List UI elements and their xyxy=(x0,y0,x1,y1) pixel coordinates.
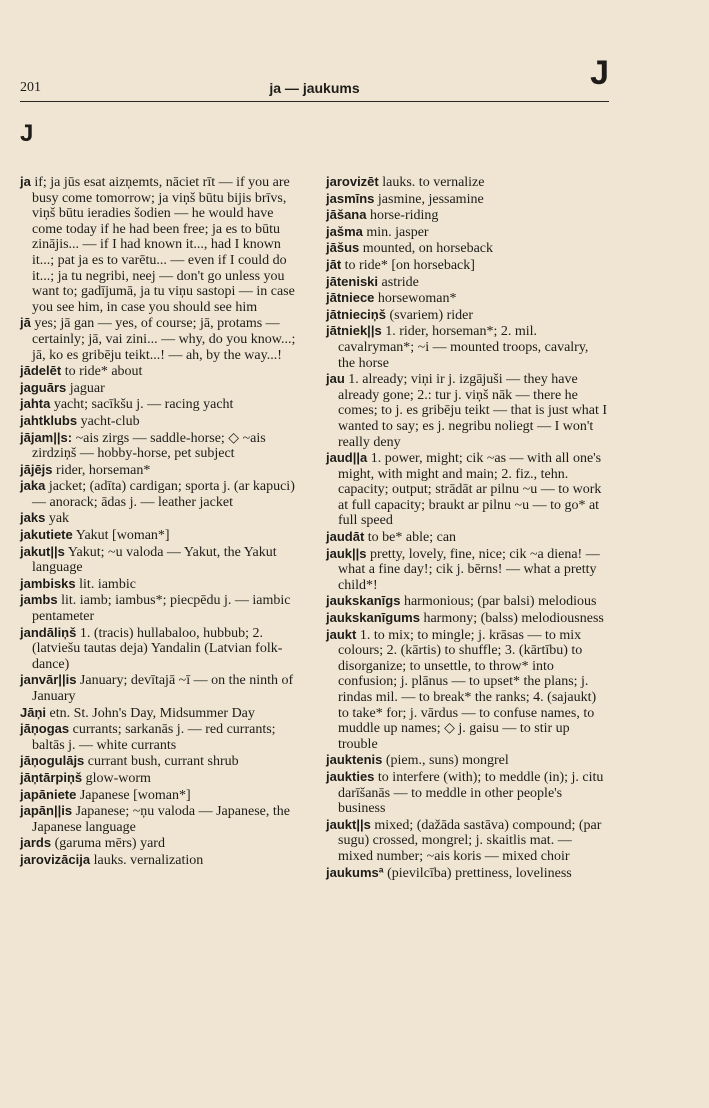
entry-definition: horse-riding xyxy=(366,208,439,224)
left-column xyxy=(20,174,303,869)
entry-headword: jakut||s xyxy=(20,543,65,559)
entry-definition: harmony; (balss) melodiousness xyxy=(419,611,604,627)
entry-definition: 1. (tracis) hullabaloo, hubbub; 2. (latviešu tautas deja) Yandalin (Latvian folk-dance) xyxy=(32,625,283,672)
entry-headword: jaukskanīgums xyxy=(326,610,420,626)
entry-definition: pretty, lovely, fine, nice; cik ~a diena! — what a fine day!; cik j. bērns! — what a pretty child*! xyxy=(338,546,600,593)
dictionary-entry xyxy=(326,546,609,594)
entry-headword: jāņogas xyxy=(20,721,70,737)
entry-headword: jātniece xyxy=(326,290,375,306)
dictionary-entry xyxy=(20,380,303,397)
dictionary-entry xyxy=(20,592,303,624)
entry-headword: jādelēt xyxy=(20,363,62,379)
dictionary-entry xyxy=(326,224,609,241)
dictionary-entry xyxy=(326,174,609,191)
entry-definition: lit. iamb; iambus*; piecpēdu j. — iambic pentameter xyxy=(32,593,291,625)
entry-definition: rider, horseman* xyxy=(52,462,151,478)
entry-definition: jacket; (adīta) cardigan; sporta j. (ar kapuci) — anorack; ādas j. — leather jacket xyxy=(32,479,295,510)
entry-definition: yes; jā gan — yes, of course; jā, protams — certainly; jā, vai zini... — why, do you know...; jā, ko es gribēju teikt...! — ah, by the way...! xyxy=(30,316,296,363)
dictionary-entry xyxy=(326,817,609,865)
entry-definition: jaguar xyxy=(66,380,105,396)
entry-headword: jāņtārpiņš xyxy=(20,769,83,785)
entry-headword: jards xyxy=(20,835,52,851)
entry-definition: Japanese; ~ņu valoda — Japanese, the Japanese language xyxy=(32,804,290,835)
entry-definition: to be* able; can xyxy=(364,530,457,546)
entry-definition: to interfere (with); to meddle (in); j. citu darīšanās — to meddle in other people's business xyxy=(338,769,604,817)
dictionary-entry xyxy=(20,462,303,479)
entry-headword: jambisks xyxy=(20,575,76,591)
right-column xyxy=(326,174,609,881)
dictionary-entry xyxy=(326,257,609,274)
dictionary-entry xyxy=(20,721,303,753)
entry-headword: jājējs xyxy=(20,461,53,477)
dictionary-entry xyxy=(326,274,609,291)
dictionary-entry xyxy=(20,510,303,527)
entry-definition: jasmine, jessamine xyxy=(374,191,484,207)
entry-definition: mounted, on horseback xyxy=(359,241,493,257)
entry-headword: jauk||s xyxy=(326,545,367,561)
page-header xyxy=(20,54,609,100)
entry-headword: jātniek||s xyxy=(326,323,382,339)
entry-headword: jāņogulājs xyxy=(20,753,85,769)
entry-headword: jaguārs xyxy=(20,379,67,395)
entry-headword: jahtklubs xyxy=(20,412,78,428)
dictionary-entry xyxy=(20,672,303,704)
entry-definition: etn. St. John's Day, Midsummer Day xyxy=(46,705,255,721)
entry-definition: lauks. to vernalize xyxy=(378,175,485,190)
dictionary-entry xyxy=(20,576,303,593)
entry-headword: Jāņi xyxy=(20,704,47,720)
dictionary-entry xyxy=(20,363,303,380)
entry-definition: 1. to mix; to mingle; j. krāsas — to mix colours; 2. (kārtis) to shuffle; 3. (kārtību) to disorganize; to unsettle, to throw* into confusion; j. plānus — to upset* the plans; j. rindas mil. — to break* the ranks; 4. (sajaukt) to take* for; j. vārdus — to confuse names, to muddle up names; ◇ j. gaisu — to stir up trouble xyxy=(338,627,597,752)
entry-headword: jātnieciņš xyxy=(326,306,386,322)
running-head: ja — jaukums xyxy=(269,80,360,96)
entry-headword: jarovizēt xyxy=(326,174,379,189)
dictionary-entry xyxy=(20,174,303,315)
dictionary-entry xyxy=(326,627,609,753)
entry-headword: jaukt||s xyxy=(326,816,371,832)
entry-definition: glow-worm xyxy=(82,770,151,786)
dictionary-entry xyxy=(326,450,609,529)
entry-headword: janvār||is xyxy=(20,672,77,688)
entry-headword: jasmīns xyxy=(326,190,375,206)
dictionary-entry xyxy=(20,396,303,413)
entry-headword: jā xyxy=(20,315,31,331)
entry-headword: japān||is xyxy=(20,803,73,819)
thumb-index-letter: J xyxy=(590,54,609,92)
entry-definition: (svariem) rider xyxy=(385,307,474,323)
dictionary-entry xyxy=(20,787,303,804)
entry-definition: to ride* [on horseback] xyxy=(341,257,475,273)
entry-definition: to ride* about xyxy=(61,364,143,380)
dictionary-entry xyxy=(326,191,609,208)
dictionary-entry xyxy=(326,290,609,307)
page-number: 201 xyxy=(20,80,41,95)
entry-headword: jaukt xyxy=(326,626,357,642)
entry-definition: Yakut; ~u valoda — Yakut, the Yakut language xyxy=(32,544,277,576)
dictionary-entry xyxy=(326,752,609,769)
dictionary-entry xyxy=(326,865,609,882)
entry-headword: japāniete xyxy=(20,786,77,802)
entry-definition: yacht; sacīkšu j. — racing yacht xyxy=(50,397,234,413)
entry-definition: (pievilcība) prettiness, loveliness xyxy=(383,865,572,881)
dictionary-entry xyxy=(20,430,303,462)
entry-headword: jaud||a xyxy=(326,450,368,466)
dictionary-entry xyxy=(20,835,303,852)
entry-headword: jau xyxy=(326,371,345,387)
dictionary-entry xyxy=(20,753,303,770)
dictionary-entry xyxy=(20,770,303,787)
entry-headword: jahta xyxy=(20,396,51,412)
entry-headword: jauktenis xyxy=(326,752,383,768)
entry-headword: jāšana xyxy=(326,207,367,223)
entry-definition: harmonious; (par balsi) melodious xyxy=(400,594,597,610)
dictionary-entry xyxy=(326,593,609,610)
dictionary-entry xyxy=(326,307,609,324)
entry-headword: jājam||s: xyxy=(20,429,73,445)
entry-definition: lauks. vernalization xyxy=(90,852,204,868)
entry-headword: jašma xyxy=(326,223,363,239)
entry-headword: jaukskanīgs xyxy=(326,593,401,609)
section-letter: J xyxy=(20,120,34,147)
entry-definition: min. jasper xyxy=(362,224,429,240)
entry-definition: astride xyxy=(378,274,419,290)
entry-headword: jakutiete xyxy=(20,527,73,543)
entry-headword: jaka xyxy=(20,478,46,494)
entry-definition: currant bush, currant shrub xyxy=(84,754,239,770)
dictionary-entry xyxy=(326,529,609,546)
dictionary-entry xyxy=(20,544,303,576)
entry-definition: 1. power, might; cik ~as — with all one's might, with might and main; 2. fiz., tehn. capacity; output; strādāt ar pilnu ~u — to work at full capacity; braukt ar pilnu ~u — to go* at full speed xyxy=(338,451,602,529)
dictionary-entry xyxy=(326,323,609,371)
dictionary-entry xyxy=(326,371,609,450)
entry-definition: Japanese [woman*] xyxy=(76,787,191,803)
entry-definition: yak xyxy=(45,511,70,527)
entry-definition: mixed; (dažāda sastāva) compound; (par sugu) crossed, mongrel; j. skaitlis mat. — mixed number; ~ais koris — mixed choir xyxy=(338,817,602,864)
dictionary-entry xyxy=(20,527,303,544)
entry-definition: Yakut [woman*] xyxy=(72,528,170,544)
entry-definition: horsewoman* xyxy=(374,291,457,307)
entry-headword: ja xyxy=(20,174,31,189)
entry-definition: January; devītajā ~ī — on the ninth of January xyxy=(32,673,294,704)
entry-definition: currants; sarkanās j. — red currants; baltās j. — white currants xyxy=(32,722,276,753)
entry-headword: jaukties xyxy=(326,768,375,784)
entry-definition: (garuma mērs) yard xyxy=(51,836,165,852)
dictionary-entry xyxy=(20,803,303,835)
entry-definition: 1. rider, horseman*; 2. mil. cavalryman*; ~i — mounted troops, cavalry, the horse xyxy=(338,324,589,371)
dictionary-entry xyxy=(20,852,303,869)
entry-headword: jandāliņš xyxy=(20,624,77,640)
entry-headword: jaudāt xyxy=(326,529,365,545)
dictionary-entry xyxy=(20,705,303,722)
dictionary-entry xyxy=(20,413,303,430)
entry-definition: 1. already; viņi ir j. izgājuši — they have already gone; 2.: tur j. viņš nāk — there he comes; to j. es gribēju teikt — that is just what I wanted to say; es j. negribu noliegt — I won't really deny xyxy=(338,372,608,450)
entry-headword: jaks xyxy=(20,510,46,526)
dictionary-entry xyxy=(326,610,609,627)
entry-definition: lit. iambic xyxy=(75,576,136,592)
entry-definition: if; ja jūs esat aizņemts, nāciet rīt — if you are busy come tomorrow; ja viņš būtu bijis brīvs, viņš būtu ieradies šodien — he would have come today if he had been free; ja es to būtu zinājis... — if I had known it..., had I known it...; pat ja es to varētu... — even if I could do it...; ja tu negribi, neej — don't go unless you want to; gadījumā, ja tu viņu sastopi — in case you see him, in case you should see him xyxy=(30,175,295,315)
entry-headword: jāt xyxy=(326,256,342,272)
entry-definition: (piem., suns) mongrel xyxy=(382,753,509,769)
dictionary-entry xyxy=(326,207,609,224)
entry-headword: jāšus xyxy=(326,240,360,256)
entry-headword: jaukumsª xyxy=(326,864,384,880)
dictionary-entry xyxy=(20,625,303,673)
entry-definition: yacht-club xyxy=(77,413,140,429)
entry-definition: ~ais zirgs — saddle-horse; ◇ ~ais zirdziņš — hobby-horse, pet subject xyxy=(32,430,266,462)
header-rule xyxy=(20,101,609,102)
dictionary-entry xyxy=(20,478,303,510)
entry-headword: jāteniski xyxy=(326,273,379,289)
dictionary-entry xyxy=(326,769,609,817)
entry-headword: jambs xyxy=(20,592,58,608)
dictionary-entry xyxy=(20,315,303,363)
dictionary-entry xyxy=(326,240,609,257)
entry-headword: jarovizācija xyxy=(20,851,91,867)
